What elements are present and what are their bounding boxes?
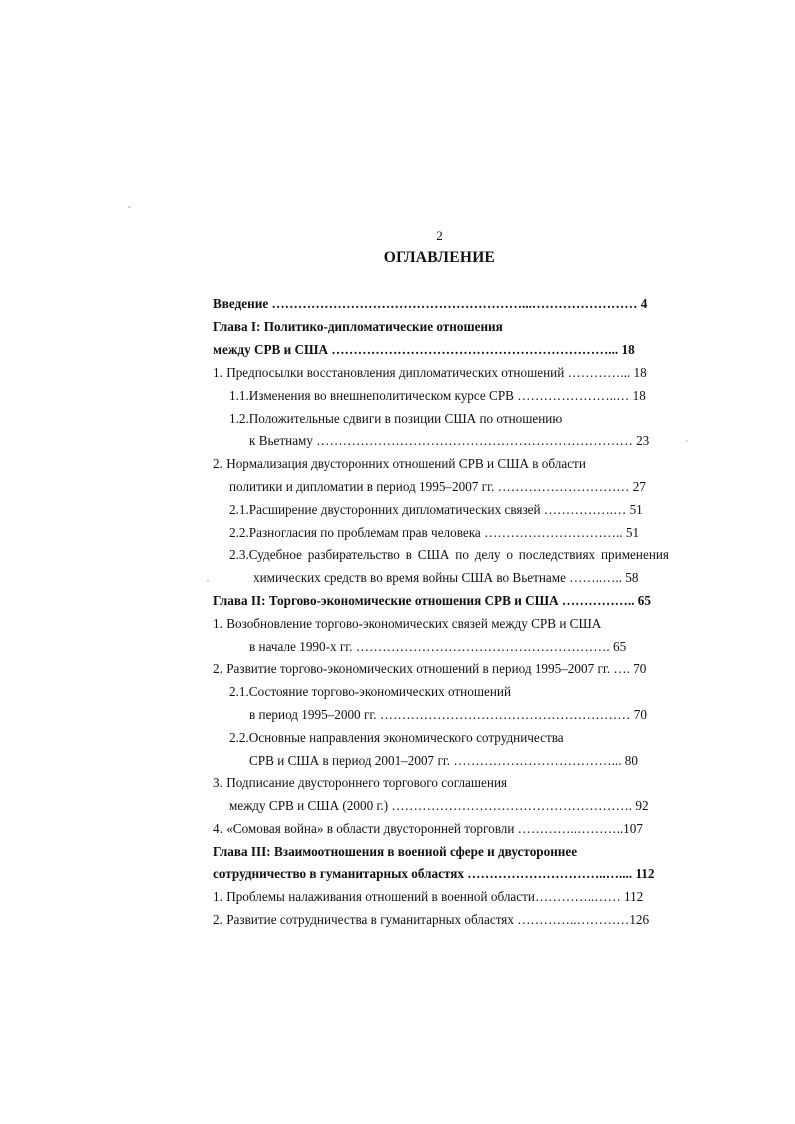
scan-speck	[207, 580, 209, 582]
toc-subsection-2-2-2-cont: СРВ и США в период 2001–2007 гг. ………………………………... 80	[249, 753, 638, 768]
toc-subsection-2-2-1-cont: в период 1995–2000 гг. ………………………………………………… 70	[249, 707, 647, 722]
toc-subsection-1-2-3-cont: химических средств во время войны США во Вьетнаме ……..….. 58	[253, 570, 639, 585]
toc-section-1-1: 1. Предпосылки восстановления дипломатических отношений …………... 18	[213, 365, 647, 380]
toc-chapter-3-heading: Глава III: Взаимоотношения в военной сфере и двустороннее	[213, 844, 578, 859]
toc-subsection-1-2-1: 2.1.Расширение двусторонних дипломатических связей …………….… 51	[229, 502, 643, 517]
toc-section-2-1-cont: в начале 1990-х гг. …………………………………………………. 65	[249, 639, 627, 654]
toc-section-3-2: 2. Развитие сотрудничества в гуманитарных областях …………..…………126	[213, 912, 650, 927]
toc-chapter-2-heading: Глава II: Торгово-экономические отношения СРВ и США …………….. 65	[213, 593, 651, 608]
toc-chapter-1-heading: Глава I: Политико-дипломатические отношения	[213, 319, 503, 334]
toc-section-2-2: 2. Развитие торгово-экономических отношений в период 1995–2007 гг. …. 70	[213, 661, 647, 676]
toc-subsection-1-1-2: 1.2.Положительные сдвиги в позиции США по отношению	[229, 411, 563, 426]
toc-subsection-2-2-2: 2.2.Основные направления экономического сотрудничества	[229, 730, 564, 745]
toc-subsection-1-2-2: 2.2.Разногласия по проблемам прав человека ………………………….. 51	[229, 525, 640, 540]
toc-section-3-1: 1. Проблемы налаживания отношений в военной области…………..…… 112	[213, 889, 644, 904]
toc-section-1-2-cont: политики и дипломатии в период 1995–2007 гг. ………………………… 27	[229, 479, 646, 494]
toc-subsection-1-2-3: 2.3.Судебное разбирательство в США по делу о последствиях применения	[229, 547, 669, 562]
toc-section-2-4: 4. «Сомовая война» в области двусторонней торговли …………..………..107	[213, 821, 643, 836]
toc-subsection-1-1-1: 1.1.Изменения во внешнеполитическом курсе СРВ …………………..… 18	[229, 388, 646, 403]
page-title: ОГЛАВЛЕНИЕ	[383, 249, 496, 266]
toc-chapter-3-heading-cont: сотрудничество в гуманитарных областях …………………………..….... 112	[213, 866, 655, 881]
toc-section-1-2: 2. Нормализация двусторонних отношений СРВ и США в области	[213, 456, 586, 471]
toc-entry-introduction: Введение …………………………………………………...…………………… 4	[213, 296, 648, 311]
toc-section-2-1: 1. Возобновление торгово-экономических связей между СРВ и США	[213, 616, 602, 631]
scan-speck	[128, 206, 131, 208]
toc-subsection-1-1-2-cont: к Вьетнаму ……………………………………………………………… 23	[249, 433, 650, 448]
toc-section-2-3: 3. Подписание двустороннего торгового соглашения	[213, 775, 508, 790]
scan-speck	[686, 440, 688, 442]
page-number: 2	[436, 228, 443, 243]
toc-chapter-1-heading-cont: между СРВ и США ………………………………………………………... 18	[213, 342, 635, 357]
toc-section-2-3-cont: между СРВ и США (2000 г.) ………………………………………………. 92	[229, 798, 649, 813]
toc-subsection-2-2-1: 2.1.Состояние торгово-экономических отношений	[229, 684, 512, 699]
